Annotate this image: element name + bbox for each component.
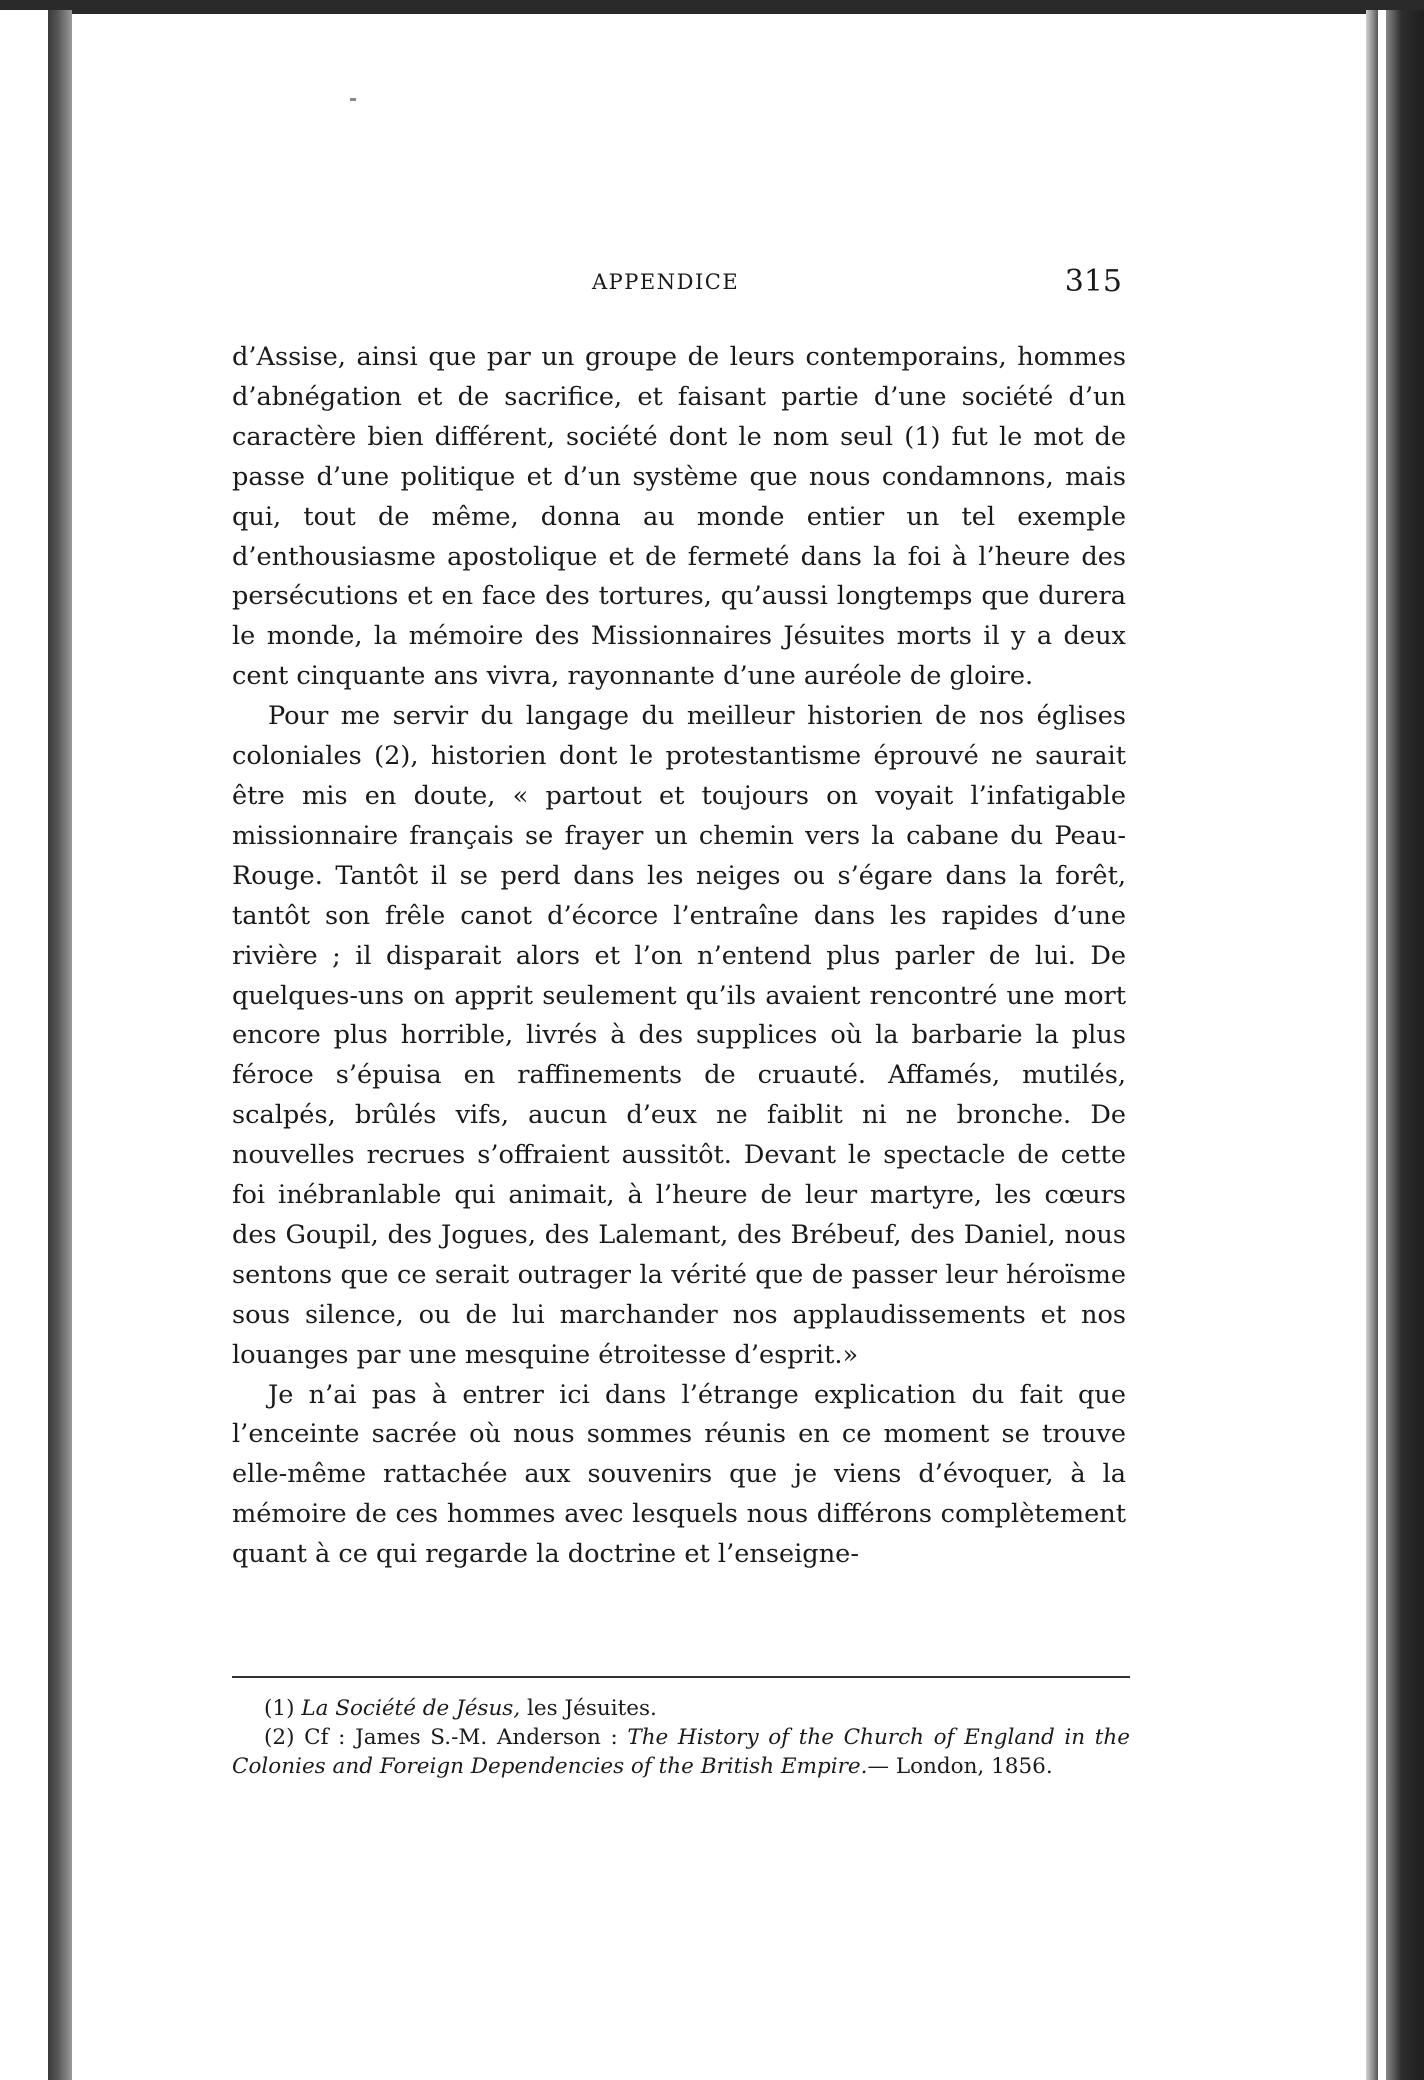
footnote-2-author: Cf : James S.-M. Anderson : <box>304 1725 618 1750</box>
footnote-2-mark: (2) <box>264 1725 295 1750</box>
scan-edge-top <box>0 0 1424 14</box>
footnotes <box>232 1694 1130 1781</box>
footnote-2-text: London, 1856. <box>895 1754 1053 1779</box>
scan-edge-left <box>48 10 72 2080</box>
body-text <box>232 338 1126 1575</box>
paragraph-2: Pour me servir du langage du meilleur historien de nos églises coloniales (2), historien dont le protestantisme éprouvé ne saurait être mis en doute, « partout et toujours on voyait l’infatigable missionnaire français se frayer un chemin vers la cabane du Peau-Rouge. Tantôt il se perd dans les neiges ou s’égare dans la forêt, tantôt son frêle canot d’écorce l’entraîne dans les rapides d’une rivière ; il disparait alors et l’on n’entend plus parler de lui. De quelques-uns on apprit seulement qu’ils avaient rencontré une mort encore plus horrible, livrés à des supplices où la barbarie la plus féroce s’épuisa en raffinements de cruauté. Affamés, mutilés, scalpés, brûlés vifs, aucun d’eux ne faiblit ni ne bronche. De nouvelles recrues s’offraient aussitôt. Devant le spectacle de cette foi inébranlable qui animait, à l’heure de leur martyre, les cœurs des Goupil, des Jogues, des Lalemant, des Brébeuf, des Daniel, nous sentons que ce serait outrager la vérité que de passer leur héroïsme sous silence, ou de lui marchander nos applaudissements et nos louanges par une mesquine étroitesse d’esprit.» <box>232 701 1126 1370</box>
scan-edge-right-dark <box>1386 10 1424 2080</box>
running-head: APPENDICE <box>592 270 740 294</box>
page-number: 315 <box>1064 264 1122 299</box>
footnote-2 <box>232 1723 1130 1781</box>
paragraph-3: Je n’ai pas à entrer ici dans l’étrange explication du fait que l’enceinte sacrée où nous sommes réunis en ce moment se trouve elle-même rattachée aux souvenirs que je viens d’évoquer, à la mémoire de ces hommes avec lesquels nous différons complètement quant à ce qui regarde la doctrine et l’enseigne- <box>232 1379 1126 1570</box>
footnote-1-mark: (1) <box>264 1696 295 1721</box>
footnote-1-text: les Jésuites. <box>527 1696 657 1721</box>
footnote-1 <box>232 1694 1130 1723</box>
scan-margin-right <box>1378 10 1386 2080</box>
scan-margin-left <box>0 10 48 2080</box>
footnote-2-title: The History of the Church of England in the Colonies and Foreign Dependencies of the British Empire.— <box>232 1725 1130 1779</box>
footnote-divider <box>232 1676 1130 1678</box>
footnote-1-title: La Société de Jésus, <box>301 1696 521 1721</box>
scan-edge-right <box>1366 10 1378 2080</box>
scan-speck <box>350 98 356 101</box>
paragraph-1: d’Assise, ainsi que par un groupe de leurs contemporains, hommes d’abnégation et de sacrifice, et faisant partie d’une société d’un caractère bien différent, société dont le nom seul (1) fut le mot de passe d’une politique et d’un système que nous condamnons, mais qui, tout de même, donna au monde entier un tel exemple d’enthousiasme apostolique et de fermeté dans la foi à l’heure des persécutions et en face des tortures, qu’aussi longtemps que durera le monde, la mémoire des Missionnaires Jésuites morts il y a deux cent cinquante ans vivra, rayonnante d’une auréole de gloire. <box>232 342 1126 692</box>
page-header <box>232 264 1132 304</box>
